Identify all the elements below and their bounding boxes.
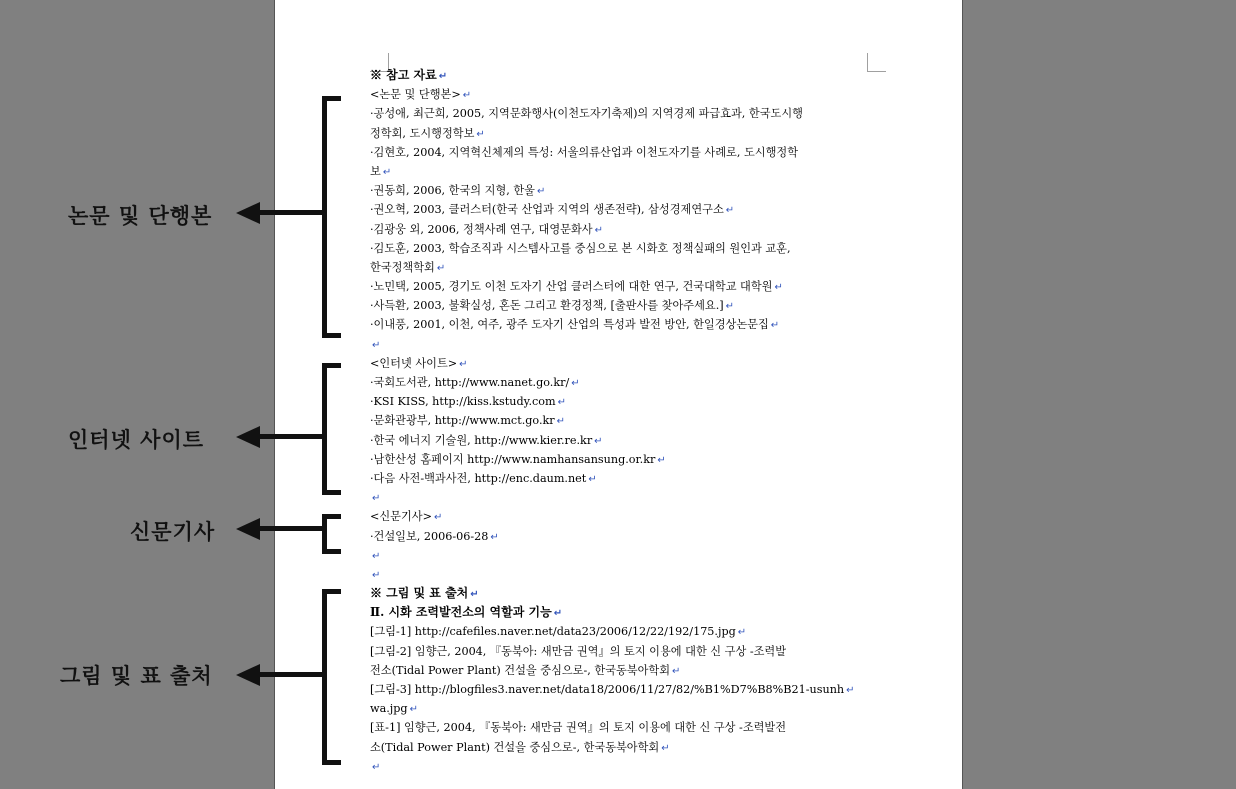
line-text: 정학회, 도시행정학보 bbox=[370, 126, 475, 140]
document-line bbox=[370, 162, 875, 181]
paragraph-mark-icon: ↵ bbox=[594, 224, 603, 236]
line-text: ·국회도서관, http://www.nanet.go.kr/ bbox=[370, 376, 570, 389]
line-text: ·사득환, 2003, 불확실성, 혼돈 그리고 환경정책, [출판사를 찾아주세요.] bbox=[370, 299, 724, 313]
arrow-head-newspaper bbox=[236, 518, 260, 540]
document-line bbox=[370, 699, 875, 718]
paragraph-mark-icon: ↵ bbox=[774, 282, 783, 294]
line-text: ·노민택, 2005, 경기도 이천 도자기 산업 클러스터에 대한 연구, 건국대학교 대학원 bbox=[370, 280, 773, 294]
line-text: ·권오혁, 2003, 클러스터(한국 산업과 지역의 생존전략), 삼성경제연구소 bbox=[370, 203, 724, 217]
paragraph-mark-icon: ↵ bbox=[557, 397, 567, 409]
document-line bbox=[370, 220, 875, 239]
document-line bbox=[370, 642, 875, 661]
arrow-stem-figures bbox=[258, 672, 324, 677]
bracket-papers bbox=[322, 96, 341, 338]
line-text: wa.jpg bbox=[370, 702, 408, 716]
line-text: ·이내풍, 2001, 이천, 여주, 광주 도자기 산업의 특성과 발전 방안, 한일경상논문집 bbox=[370, 318, 769, 332]
arrow-head-internet bbox=[236, 426, 260, 448]
line-text: 전소(Tidal Power Plant) 건설을 중심으로-, 한국동북아학회 bbox=[370, 663, 671, 677]
paragraph-mark-icon: ↵ bbox=[553, 608, 563, 620]
paragraph-mark-icon: ↵ bbox=[372, 569, 381, 581]
bracket-figures bbox=[322, 589, 341, 765]
line-text: ·KSI KISS, http://kiss.kstudy.com bbox=[370, 395, 556, 409]
paragraph-mark-icon: ↵ bbox=[459, 358, 468, 370]
document-line bbox=[370, 315, 875, 334]
line-text: ·남한산성 홈페이지 http://www.namhansansung.or.kr bbox=[370, 452, 656, 466]
line-text: 보 bbox=[370, 164, 381, 178]
paragraph-mark-icon: ↵ bbox=[476, 128, 485, 140]
paragraph-mark-icon: ↵ bbox=[382, 166, 392, 178]
line-text: ·한국 에너지 기술원, http://www.kier.re.kr bbox=[370, 433, 593, 447]
document-line bbox=[370, 431, 875, 450]
line-text: ·권동희, 2006, 한국의 지형, 한울 bbox=[370, 184, 535, 198]
bracket-internet bbox=[322, 363, 341, 495]
line-text: ·김광웅 외, 2006, 정책사례 연구, 대영문화사 bbox=[370, 222, 593, 236]
paragraph-mark-icon: ↵ bbox=[846, 685, 855, 696]
document-line bbox=[370, 411, 875, 430]
paragraph-mark-icon: ↵ bbox=[537, 186, 546, 198]
document-line bbox=[370, 757, 875, 776]
paragraph-mark-icon: ↵ bbox=[588, 473, 597, 485]
paragraph-mark-icon: ↵ bbox=[462, 90, 472, 102]
line-text: ·김도훈, 2003, 학습조직과 시스템사고를 중심으로 본 시화호 정책실패의 원인과 교훈, bbox=[370, 241, 791, 255]
line-text: ·김현호, 2004, 지역혁신체제의 특성: 서울의류산업과 이천도자기를 사례로, 도시행정학 bbox=[370, 145, 798, 159]
document-line bbox=[370, 584, 875, 603]
paragraph-mark-icon: ↵ bbox=[433, 512, 443, 524]
arrow-stem-papers bbox=[258, 210, 324, 215]
paragraph-mark-icon: ↵ bbox=[490, 531, 499, 543]
line-text: [그림-3] http://blogfiles3.naver.net/data18/2006/11/27/82/%B1%D7%B8%B21-usunh bbox=[370, 683, 845, 696]
line-text: Ⅱ. 시화 조력발전소의 역할과 기능 bbox=[370, 605, 552, 620]
paragraph-mark-icon: ↵ bbox=[372, 339, 381, 351]
arrow-stem-newspaper bbox=[258, 526, 324, 531]
line-text: ·문화관광부, http://www.mct.go.kr bbox=[370, 414, 555, 428]
document-line bbox=[370, 354, 875, 373]
paragraph-mark-icon: ↵ bbox=[372, 761, 381, 773]
paragraph-mark-icon: ↵ bbox=[372, 550, 381, 562]
arrow-head-figures bbox=[236, 664, 260, 686]
document-line bbox=[370, 335, 875, 354]
document-line bbox=[370, 507, 875, 526]
document-line bbox=[370, 565, 875, 584]
bracket-newspaper bbox=[322, 514, 341, 554]
document-line bbox=[370, 469, 875, 488]
paragraph-mark-icon: ↵ bbox=[556, 416, 566, 428]
paragraph-mark-icon: ↵ bbox=[594, 435, 603, 447]
paragraph-mark-icon: ↵ bbox=[661, 742, 670, 754]
paragraph-mark-icon: ↵ bbox=[571, 378, 580, 389]
line-text: ·건설일보, 2006-06-28 bbox=[370, 529, 489, 543]
document-line bbox=[370, 680, 875, 699]
document-line bbox=[370, 277, 875, 296]
document-line bbox=[370, 738, 875, 757]
line-text: <인터넷 사이트> bbox=[370, 356, 458, 370]
line-text: <신문기사> bbox=[370, 510, 432, 524]
line-text: [표-1] 임향근, 2004, 『동북아: 새만금 권역』의 토지 이용에 대한 신 구상 -조력발전 bbox=[370, 721, 787, 735]
paragraph-mark-icon: ↵ bbox=[470, 589, 479, 601]
annotation-label-figures: 그림 및 표 출처 bbox=[60, 664, 213, 688]
paragraph-mark-icon: ↵ bbox=[770, 320, 780, 332]
paragraph-mark-icon: ↵ bbox=[436, 262, 446, 274]
document-line bbox=[370, 239, 875, 258]
document-line bbox=[370, 718, 875, 737]
annotation-label-papers: 논문 및 단행본 bbox=[68, 204, 213, 228]
document-line bbox=[370, 296, 875, 315]
document-line bbox=[370, 143, 875, 162]
document-line bbox=[370, 104, 875, 123]
line-text: [그림-1] http://cafefiles.naver.net/data23/2006/12/22/192/175.jpg bbox=[370, 625, 736, 639]
paragraph-mark-icon: ↵ bbox=[672, 665, 681, 677]
paragraph-mark-icon: ↵ bbox=[725, 205, 735, 217]
paragraph-mark-icon: ↵ bbox=[725, 301, 735, 313]
document-line bbox=[370, 258, 875, 277]
document-line bbox=[370, 661, 875, 680]
document-line bbox=[370, 546, 875, 565]
document-line bbox=[370, 488, 875, 507]
document-line bbox=[370, 622, 875, 641]
paragraph-mark-icon: ↵ bbox=[409, 704, 418, 716]
document-line bbox=[370, 85, 875, 104]
document-line bbox=[370, 373, 875, 392]
document-line bbox=[370, 527, 875, 546]
arrow-head-papers bbox=[236, 202, 260, 224]
line-text: ·공성애, 최근희, 2005, 지역문화행사(이천도자기축제)의 지역경제 파급효과, 한국도시행 bbox=[370, 107, 803, 121]
paragraph-mark-icon: ↵ bbox=[737, 627, 747, 639]
document-line bbox=[370, 66, 875, 85]
document-line bbox=[370, 603, 875, 622]
line-text: ※ 참고 자료 bbox=[370, 68, 437, 82]
paragraph-mark-icon: ↵ bbox=[657, 454, 666, 466]
document-line bbox=[370, 200, 875, 219]
line-text: [그림-2] 임향근, 2004, 『동북아: 새만금 권역』의 토지 이용에 대한 신 구상 -조력발 bbox=[370, 644, 787, 658]
document-line bbox=[370, 392, 875, 411]
line-text: 한국정책학회 bbox=[370, 260, 435, 274]
document-line bbox=[370, 181, 875, 200]
arrow-stem-internet bbox=[258, 434, 324, 439]
paragraph-mark-icon: ↵ bbox=[372, 493, 381, 505]
annotation-label-newspaper: 신문기사 bbox=[130, 520, 216, 544]
line-text: ·다음 사전-백과사전, http://enc.daum.net bbox=[370, 471, 587, 485]
paragraph-mark-icon: ↵ bbox=[438, 71, 448, 82]
line-text: <논문 및 단행본> bbox=[370, 88, 461, 102]
document-body[interactable] bbox=[370, 66, 875, 776]
document-line bbox=[370, 124, 875, 143]
line-text: 소(Tidal Power Plant) 건설을 중심으로-, 한국동북아학회 bbox=[370, 740, 660, 754]
line-text: ※ 그림 및 표 출처 bbox=[370, 586, 469, 601]
annotation-label-internet: 인터넷 사이트 bbox=[68, 428, 205, 452]
document-line bbox=[370, 450, 875, 469]
